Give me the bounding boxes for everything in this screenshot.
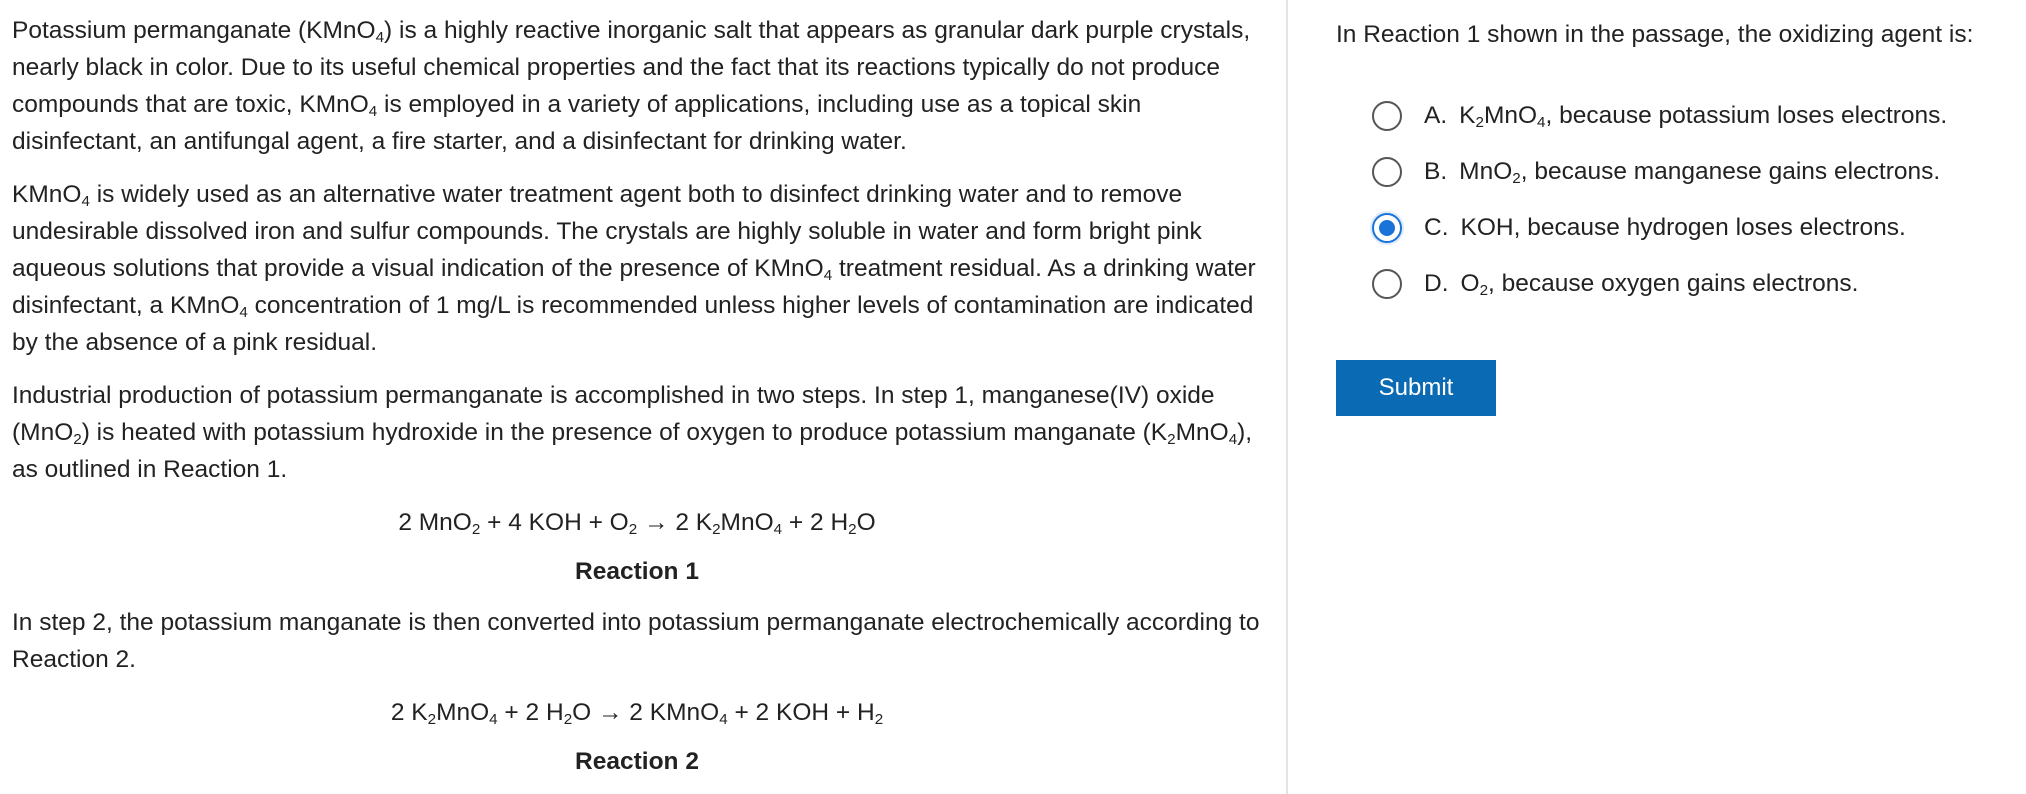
passage-paragraph-4: In step 2, the potassium manganate is then converted into potassium permanganate electrochemically according to Reaction 2. xyxy=(12,609,1260,673)
radio-button-b[interactable] xyxy=(1372,157,1402,187)
option-b[interactable] xyxy=(1372,144,2016,200)
option-d-text: $O_2$, because oxygen gains electrons. xyxy=(1460,270,1859,299)
passage xyxy=(12,12,1262,794)
option-c[interactable] xyxy=(1372,200,2016,256)
reaction-1-label: Reaction 1 xyxy=(575,558,699,585)
option-b-letter: B. xyxy=(1424,158,1448,185)
passage-paragraph-1: Potassium permanganate (KMnO$_4$) is a highly reactive inorganic salt that appears as granular dark purple crystals, nearly black in color. Due to its useful chemical properties and the fact that its reactions typically do not produce compounds that are toxic, KMnO$_4$ is employed in a variety of applications, including use as a topical skin disinfectant, an antifungal agent, a fire starter, and a disinfectant for drinking water. xyxy=(12,17,1251,155)
reaction-2-label: Reaction 2 xyxy=(575,748,699,775)
answer-options xyxy=(1372,88,2016,312)
submit-button[interactable]: Submit xyxy=(1336,360,1496,416)
passage-paragraph-3: Industrial production of potassium permanganate is accomplished in two steps. In step 1, manganese(IV) oxide (MnO$_2$) is heated with potassium hydroxide in the presence of oxygen to produce potassium manganate $(K_2MnO_4)$, as outlined in Reaction 1. xyxy=(12,382,1253,483)
reaction-1-equation: 2 MnO$_2$ + 4 KOH + $O_2 \to 2$ $K_2MnO_4 + 2$ $H_2O$ xyxy=(398,509,876,538)
option-a-text: $K_2MnO_4$, because potassium loses electrons. xyxy=(1459,102,1948,131)
radio-button-c[interactable] xyxy=(1372,213,1402,243)
option-c-letter: C. xyxy=(1424,214,1449,241)
option-d[interactable] xyxy=(1372,256,2016,312)
option-b-text: MnO$_2$, because manganese gains electrons. xyxy=(1459,158,1941,187)
question-panel xyxy=(1336,18,2016,416)
option-d-letter: D. xyxy=(1424,270,1449,297)
option-a-letter: A. xyxy=(1424,102,1448,129)
question-prompt: In Reaction 1 shown in the passage, the oxidizing agent is: xyxy=(1336,21,1974,48)
radio-button-a[interactable] xyxy=(1372,101,1402,131)
option-c-text: KOH, because hydrogen loses electrons. xyxy=(1460,214,1906,241)
panel-divider xyxy=(1286,0,1288,794)
option-a[interactable] xyxy=(1372,88,2016,144)
reaction-2-equation: 2 $K_2MnO_4 + 2$ $H_2O \to 2$ KMnO$_4$ + 2 KOH + $H_2$ xyxy=(390,699,884,728)
passage-paragraph-2: KMnO$_4$ is widely used as an alternative water treatment agent both to disinfect drinking water and to remove undesirable dissolved iron and sulfur compounds. The crystals are highly soluble in water and form bright pink aqueous solutions that provide a visual indication of the presence of KMnO$_4$ treatment residual. As a drinking water disinfectant, a KMnO$_4$ concentration of 1 mg/L is recommended unless higher levels of contamination are indicated by the absence of a pink residual. xyxy=(12,181,1256,356)
radio-button-d[interactable] xyxy=(1372,269,1402,299)
